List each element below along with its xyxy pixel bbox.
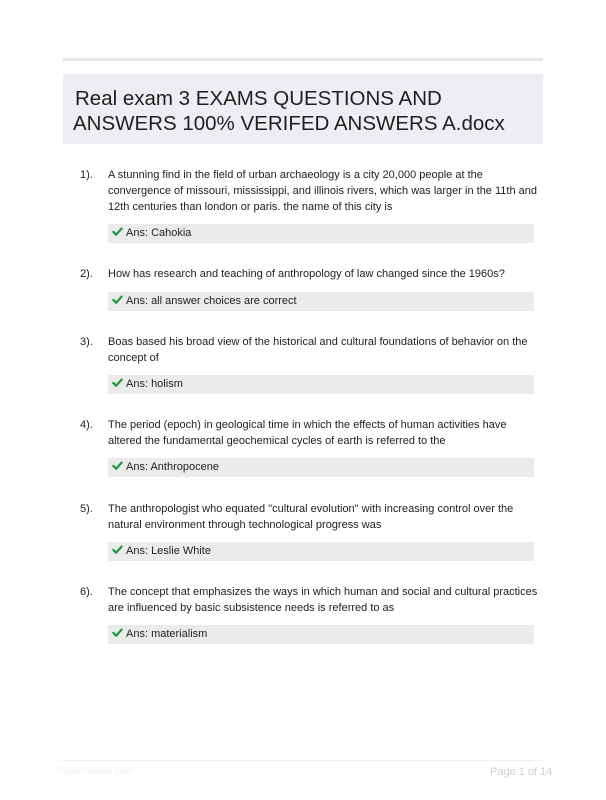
question-number: 6). bbox=[80, 586, 93, 598]
question-text: The concept that emphasizes the ways in which human and social and cultural practices are influenced by basic subsistence needs is referred to as bbox=[108, 586, 538, 614]
answer-box bbox=[108, 458, 534, 477]
question-text: The anthropologist who equated "cultural evolution" with increasing control over the natural environment through technological progress was bbox=[108, 503, 514, 531]
answer-text: Ans: holism bbox=[126, 378, 183, 390]
document-title-box bbox=[63, 74, 543, 144]
check-icon bbox=[112, 544, 123, 555]
document-title-line-1: Real exam 3 EXAMS QUESTIONS AND bbox=[75, 87, 442, 110]
question-number: 4). bbox=[80, 419, 93, 431]
answer-box bbox=[108, 375, 534, 394]
question-text: How has research and teaching of anthropology of law changed since the 1960s? bbox=[108, 268, 505, 280]
question-number: 1). bbox=[80, 169, 93, 181]
check-icon bbox=[112, 294, 123, 305]
question-number: 2). bbox=[80, 268, 93, 280]
check-icon bbox=[112, 226, 123, 237]
page-indicator: Page 1 of 14 bbox=[490, 766, 553, 778]
answer-text: Ans: Cahokia bbox=[126, 227, 192, 239]
question-text: The period (epoch) in geological time in which the effects of human activities have altered the fundamental geochemical cycles of earth is referred to the bbox=[108, 419, 507, 447]
answer-box bbox=[108, 292, 534, 311]
answer-box bbox=[108, 542, 534, 561]
answer-box bbox=[108, 224, 534, 243]
answer-text: Ans: Anthropocene bbox=[126, 461, 219, 473]
answer-text: Ans: materialism bbox=[126, 628, 208, 640]
check-icon bbox=[112, 377, 123, 388]
question-text: Boas based his broad view of the historical and cultural foundations of behavior on the concept of bbox=[108, 336, 528, 364]
question-number: 5). bbox=[80, 503, 93, 515]
question-text: A stunning find in the field of urban archaeology is a city 20,000 people at the convergence of missouri, mississippi, and illinois rivers, which was larger in the 11th and 12th centuries than london or paris. the name of this city is bbox=[108, 169, 537, 213]
check-icon bbox=[112, 627, 123, 638]
footer-divider bbox=[63, 760, 543, 761]
footer-watermark: PaperStudio.com bbox=[57, 766, 134, 777]
answer-box bbox=[108, 625, 534, 644]
check-icon bbox=[112, 460, 123, 471]
answer-text: Ans: all answer choices are correct bbox=[126, 295, 297, 307]
document-title-line-2: ANSWERS 100% VERIFED ANSWERS A.docx bbox=[73, 112, 505, 135]
answer-text: Ans: Leslie White bbox=[126, 545, 211, 557]
top-divider bbox=[63, 58, 543, 61]
document-title bbox=[73, 86, 543, 136]
question-number: 3). bbox=[80, 336, 93, 348]
